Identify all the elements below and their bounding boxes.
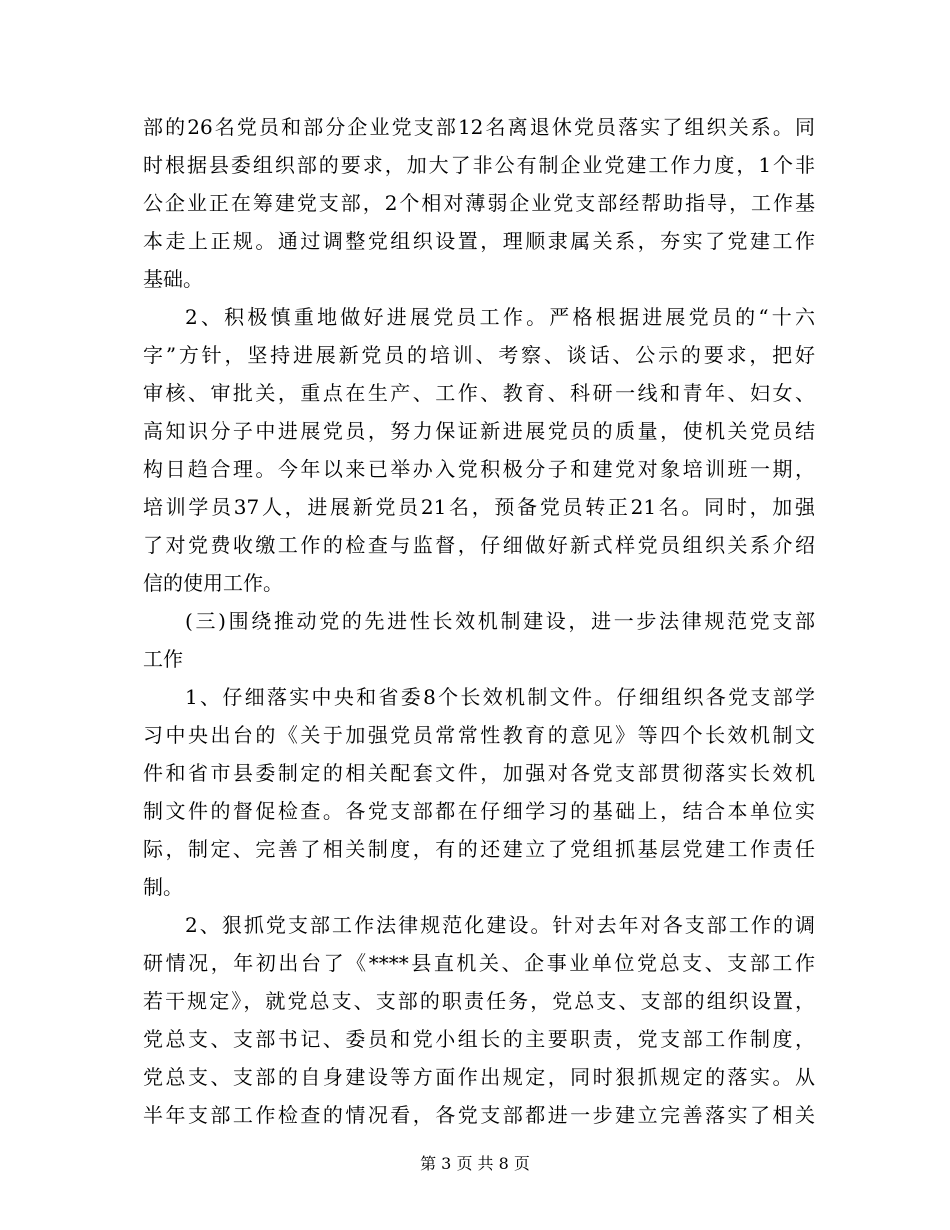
text-line: 信的使用工作。	[143, 571, 283, 595]
text-line: 际，制定、完善了相关制度，有的还建立了党组抓基层党建工作责任	[143, 837, 815, 861]
text-line: 半年支部工作检查的情况看，各党支部都进一步建立完善落实了相关	[143, 1103, 815, 1127]
text-line: 字”方针，坚持进展新党员的培训、考察、谈话、公示的要求，把好	[143, 343, 815, 367]
text-line: 件和省市县委制定的相关配套文件，加强对各党支部贯彻落实长效机	[143, 761, 815, 785]
text-line: 公企业正在筹建党支部，2个相对薄弱企业党支部经帮助指导，工作基	[143, 191, 815, 215]
text-line: 构日趋合理。今年以来已举办入党积极分子和建党对象培训班一期，	[143, 457, 815, 481]
text-line: 党总支、支部的自身建设等方面作出规定，同时狠抓规定的落实。从	[143, 1065, 815, 1089]
text-line: 部的26名党员和部分企业党支部12名离退休党员落实了组织关系。同	[143, 115, 815, 139]
text-line: 制文件的督促检查。各党支部都在仔细学习的基础上，结合本单位实	[143, 799, 815, 823]
text-line: 培训学员37人，进展新党员21名，预备党员转正21名。同时，加强	[143, 495, 815, 519]
text-line: 2、狠抓党支部工作法律规范化建设。针对去年对各支部工作的调	[185, 913, 815, 937]
text-line: 习中央出台的《关于加强党员常常性教育的意见》等四个长效机制文	[143, 723, 815, 747]
text-line: 高知识分子中进展党员，努力保证新进展党员的质量，使机关党员结	[143, 419, 815, 443]
text-line: 1、仔细落实中央和省委8个长效机制文件。仔细组织各党支部学	[185, 685, 815, 709]
text-line: 研情况，年初出台了《****县直机关、企事业单位党总支、支部工作	[143, 951, 815, 975]
body-text	[143, 108, 815, 1134]
text-line: 制。	[143, 875, 183, 899]
text-line: 基础。	[143, 267, 203, 291]
text-line: 2、积极慎重地做好进展党员工作。严格根据进展党员的“十六	[185, 305, 815, 329]
text-line: 若干规定》，就党总支、支部的职责任务，党总支、支部的组织设置，	[143, 989, 815, 1013]
text-line: 了对党费收缴工作的检查与监督，仔细做好新式样党员组织关系介绍	[143, 533, 815, 557]
text-line: 审核、审批关，重点在生产、工作、教育、科研一线和青年、妇女、	[143, 381, 815, 405]
text-line: 时根据县委组织部的要求，加大了非公有制企业党建工作力度，1个非	[143, 153, 815, 177]
section-heading-line: (三)围绕推动党的先进性长效机制建设，进一步法律规范党支部	[185, 609, 815, 633]
page-footer: 第 3 页 共 8 页	[420, 1154, 530, 1173]
text-line: 党总支、支部书记、委员和党小组长的主要职责，党支部工作制度，	[143, 1027, 815, 1051]
section-heading-line: 工作	[143, 647, 183, 671]
text-line: 本走上正规。通过调整党组织设置，理顺隶属关系，夯实了党建工作	[143, 229, 815, 253]
